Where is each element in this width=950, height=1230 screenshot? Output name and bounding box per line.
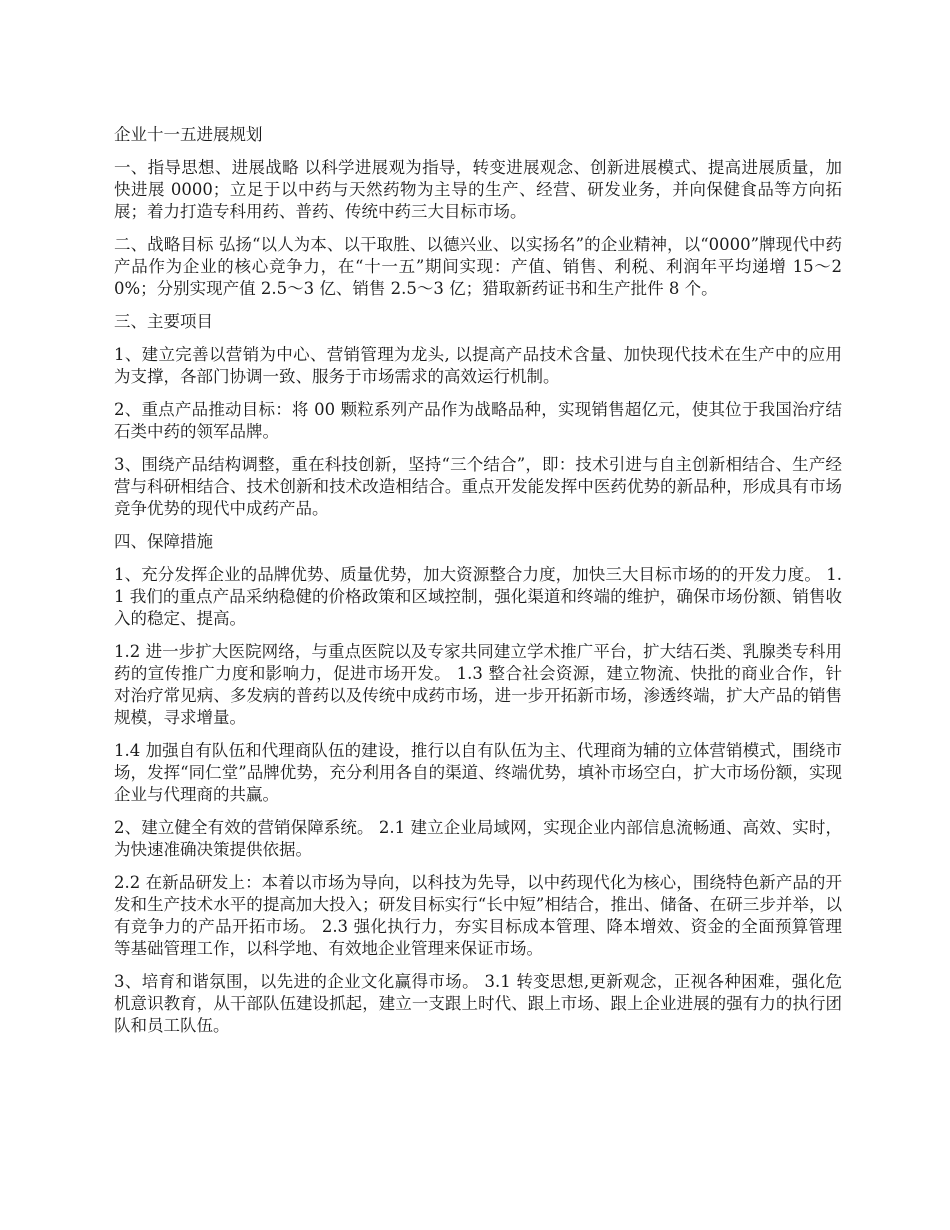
document-title: 企业十一五进展规划 bbox=[114, 125, 263, 144]
project-item-1: 1、建立完善以营销为中心、营销管理为龙头, 以提高产品技术含量、加快现代技术在生产中的应用为支撑，各部门协调一致、服务于市场需求的高效运行机制。 bbox=[114, 345, 842, 386]
document-body bbox=[114, 124, 842, 1048]
section-heading-safeguards: 四、保障措施 bbox=[114, 532, 213, 551]
safeguard-item-1: 1、充分发挥企业的品牌优势、质量优势，加大资源整合力度，加快三大目标市场的的开发力度。 1.1 我们的重点产品采纳稳健的价格政策和区域控制，强化渠道和终端的维护，确保市场份额、销售收入的稳定、提高。 bbox=[114, 565, 842, 628]
safeguard-item-3: 3、培育和谐氛围，以先进的企业文化赢得市场。 3.1 转变思想,更新观念，正视各种困难，强化危机意识教育，从干部队伍建设抓起，建立一支跟上时代、跟上市场、跟上企业进展的强有力的执行团队和员工队伍。 bbox=[114, 972, 842, 1035]
section-guiding-ideology: 一、指导思想、进展战略 以科学进展观为指导，转变进展观念、创新进展模式、提高进展质量，加快进展 0000；立足于以中药与天然药物为主导的生产、经营、研发业务，并向保健食品等方向拓展；着力打造专科用药、普药、传统中药三大目标市场。 bbox=[114, 158, 842, 221]
safeguard-item-2-2: 2.2 在新品研发上：本着以市场为导向，以科技为先导，以中药现代化为核心，围绕特色新产品的开发和生产技术水平的提高加大投入；研发目标实行“长中短”相结合，推出、储备、在研三步并举，以有竞争力的产品开拓市场。 2.3 强化执行力，夯实目标成本管理、降本增效、资金的全面预算管理等基础管理工作，以科学地、有效地企业管理来保证市场。 bbox=[114, 873, 842, 958]
section-strategic-goals: 二、战略目标 弘扬“以人为本、以干取胜、以德兴业、以实扬名”的企业精神，以“0000”牌现代中药产品作为企业的核心竞争力，在“十一五”期间实现：产值、销售、利税、利润年平均递增 15～20%；分别实现产值 2.5～3 亿、销售 2.5～3 亿；猎取新药证书和生产批件 8 个。 bbox=[114, 235, 842, 298]
section-heading-main-projects: 三、主要项目 bbox=[114, 312, 213, 331]
project-item-3: 3、围绕产品结构调整，重在科技创新，坚持“三个结合”，即：技术引进与自主创新相结合、生产经营与科研相结合、技术创新和技术改造相结合。重点开发能发挥中医药优势的新品种，形成具有市场竞争优势的现代中成药产品。 bbox=[114, 455, 842, 518]
project-item-2: 2、重点产品推动目标：将 00 颗粒系列产品作为战略品种，实现销售超亿元，使其位于我国治疗结石类中药的领军品牌。 bbox=[114, 400, 842, 441]
safeguard-item-1-2: 1.2 进一步扩大医院网络，与重点医院以及专家共同建立学术推广平台，扩大结石类、乳腺类专科用药的宣传推广力度和影响力，促进市场开发。 1.3 整合社会资源，建立物流、快批的商业合作，针对治疗常见病、多发病的普药以及传统中成药市场，进一步开拓新市场，渗透终端，扩大产品的销售规模，寻求增量。 bbox=[114, 642, 842, 727]
safeguard-item-1-4: 1.4 加强自有队伍和代理商队伍的建设，推行以自有队伍为主、代理商为辅的立体营销模式，围绕市场，发挥“同仁堂”品牌优势，充分利用各自的渠道、终端优势，填补市场空白，扩大市场份额，实现企业与代理商的共赢。 bbox=[114, 741, 842, 804]
safeguard-item-2: 2、建立健全有效的营销保障系统。 2.1 建立企业局域网，实现企业内部信息流畅通、高效、实时，为快速准确决策提供依据。 bbox=[114, 818, 842, 859]
